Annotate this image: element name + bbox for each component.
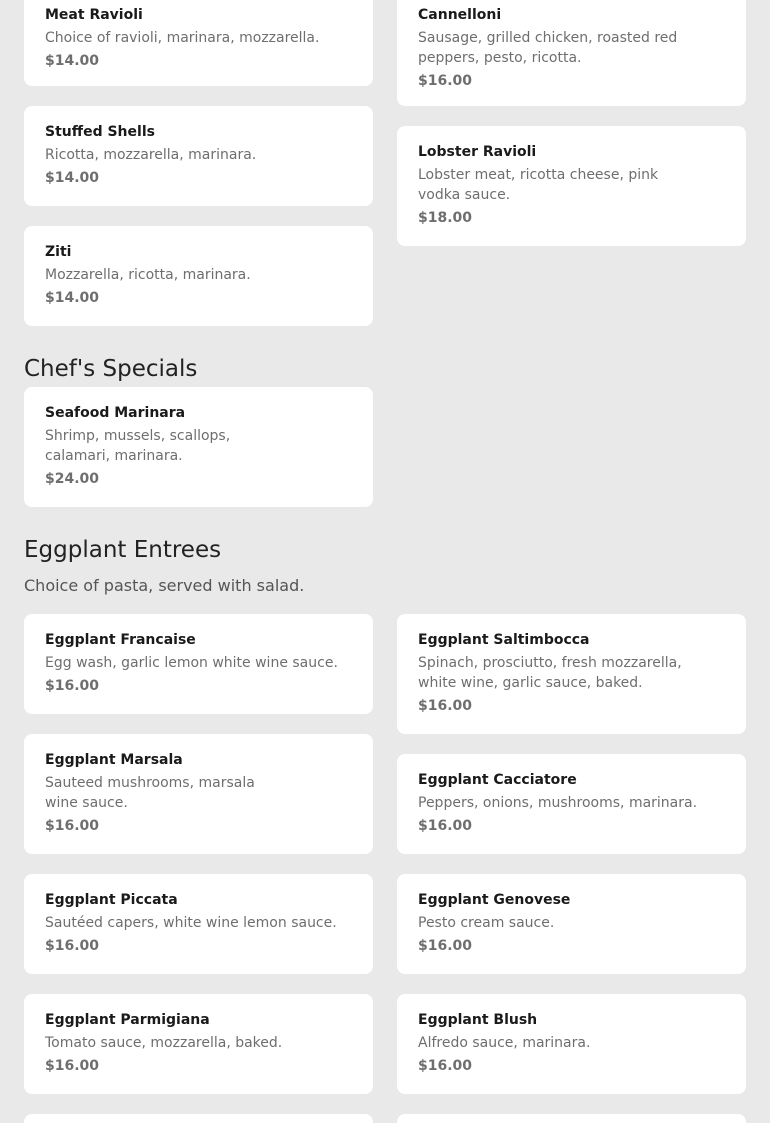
menu-item-card[interactable] xyxy=(24,614,373,714)
menu-item-price: $14.00 xyxy=(45,53,100,69)
menu-item-price: $16.00 xyxy=(418,698,473,714)
menu-item-card[interactable] xyxy=(24,994,373,1094)
menu-item-card[interactable] xyxy=(24,874,373,974)
menu-item-card[interactable] xyxy=(24,106,373,206)
menu-item-card[interactable] xyxy=(24,387,373,507)
menu-item-description: Alfredo sauce, marinara. xyxy=(418,1035,591,1051)
menu-item-name: Eggplant Blush xyxy=(418,1012,538,1028)
menu-item-name: Eggplant Marsala xyxy=(45,752,183,768)
menu-item-price: $16.00 xyxy=(45,818,100,834)
menu-item-price: $24.00 xyxy=(45,471,100,487)
menu-item-name: Eggplant Francaise xyxy=(45,632,196,648)
menu-item-name: Eggplant Saltimbocca xyxy=(418,632,590,648)
menu-item-description: Sausage, grilled chicken, roasted red peppers, pesto, ricotta. xyxy=(418,30,678,66)
menu-item-description: Shrimp, mussels, scallops, calamari, marinara. xyxy=(45,428,231,464)
menu-item-card[interactable] xyxy=(397,126,746,246)
menu-item-description: Ricotta, mozzarella, marinara. xyxy=(45,147,257,163)
menu-item-description: Spinach, prosciutto, fresh mozzarella, white wine, garlic sauce, baked. xyxy=(418,655,682,691)
menu-item-price: $16.00 xyxy=(45,1058,100,1074)
menu-item-name: Eggplant Cacciatore xyxy=(418,772,577,788)
menu-item-card[interactable] xyxy=(24,226,373,326)
section-subtitle: Choice of pasta, served with salad. xyxy=(24,576,305,595)
menu-item-description: Pesto cream sauce. xyxy=(418,915,555,931)
menu-item-description: Lobster meat, ricotta cheese, pink vodka sauce. xyxy=(418,167,659,203)
menu-item-description: Tomato sauce, mozzarella, baked. xyxy=(45,1035,283,1051)
menu-item-description: Sautéed capers, white wine lemon sauce. xyxy=(45,915,337,931)
menu-item-description: Peppers, onions, mushrooms, marinara. xyxy=(418,795,698,811)
menu-item-card[interactable] xyxy=(397,614,746,734)
menu-item-name: Cannelloni xyxy=(418,7,502,23)
section-title-chefs-specials: Chef's Specials xyxy=(24,356,198,382)
menu-item-price: $14.00 xyxy=(45,170,100,186)
menu-item-card[interactable] xyxy=(397,754,746,854)
menu-item-price: $18.00 xyxy=(418,210,473,226)
menu-item-card[interactable] xyxy=(24,1114,373,1123)
section-title-eggplant-entrees: Eggplant Entrees xyxy=(24,537,222,563)
menu-item-price: $16.00 xyxy=(418,73,473,89)
menu-item-price: $16.00 xyxy=(45,678,100,694)
menu-item-card[interactable] xyxy=(24,0,373,86)
menu-item-name: Lobster Ravioli xyxy=(418,144,537,160)
menu-item-name: Meat Ravioli xyxy=(45,7,143,23)
menu-item-price: $16.00 xyxy=(45,938,100,954)
menu-item-card[interactable] xyxy=(397,0,746,106)
menu-item-price: $16.00 xyxy=(418,1058,473,1074)
menu-item-name: Eggplant Piccata xyxy=(45,892,178,908)
menu-item-card[interactable] xyxy=(397,874,746,974)
menu-item-description: Egg wash, garlic lemon white wine sauce. xyxy=(45,655,338,671)
menu-item-description: Choice of ravioli, marinara, mozzarella. xyxy=(45,30,320,46)
menu-item-name: Eggplant Parmigiana xyxy=(45,1012,210,1028)
menu-item-price: $16.00 xyxy=(418,818,473,834)
menu-item-description: Mozzarella, ricotta, marinara. xyxy=(45,267,251,283)
menu-item-name: Ziti xyxy=(45,244,72,260)
menu-item-name: Stuffed Shells xyxy=(45,124,155,140)
menu-item-name: Eggplant Genovese xyxy=(418,892,571,908)
menu-item-price: $14.00 xyxy=(45,290,100,306)
menu-item-card[interactable] xyxy=(24,734,373,854)
menu-item-price: $16.00 xyxy=(418,938,473,954)
menu-item-name: Seafood Marinara xyxy=(45,405,186,421)
menu-item-card[interactable] xyxy=(397,1114,746,1123)
menu-item-card[interactable] xyxy=(397,994,746,1094)
menu-item-description: Sauteed mushrooms, marsala wine sauce. xyxy=(45,775,255,811)
